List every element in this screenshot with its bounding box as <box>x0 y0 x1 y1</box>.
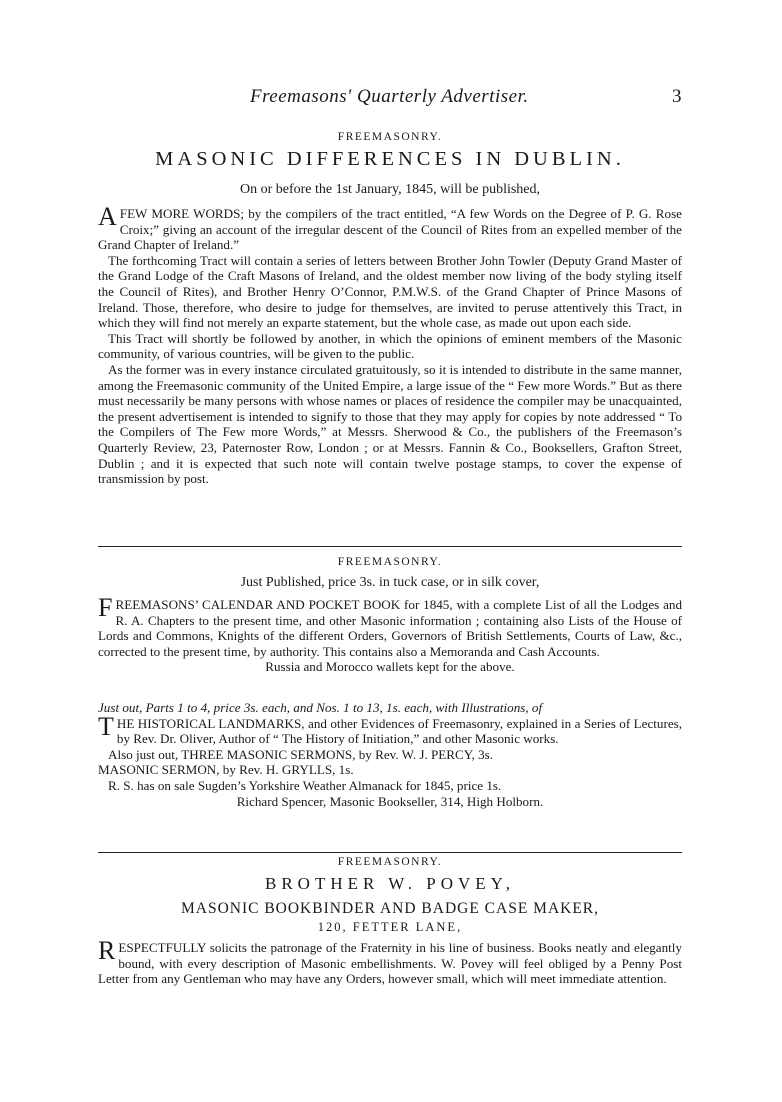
section2-body <box>98 593 682 675</box>
section1-paragraph-3: This Tract will shortly be followed by another, in which the opinions of eminent members of the Masonic community, of various countries, will be given to the public. <box>98 330 682 362</box>
section2-paragraph-5: R. S. has on sale Sugden’s Yorkshire Weather Almanack for 1845, price 1s. <box>108 777 502 793</box>
section1-paragraph-2: The forthcoming Tract will contain a series of letters between Brother John Towler (Deputy Grand Master of the Grand Lodge of the Craft Masons of Ireland, and the oldest member now living of the body styling itself the Council of Rites), and Brother Henry O’Connor, P.M.W.S. of the Grand Chapter of Prince Masons of Ireland. Those, therefore, who desire to judge for themselves, are invited to peruse attentively this Tract, in which they will find not merely an exparte statement, but the whole case, as made out upon each side. <box>98 252 682 331</box>
section3-address: 120, FETTER LANE, <box>317 920 463 934</box>
section1-paragraph-4: As the former was in every instance circulated gratuitously, so it is intended to distribute in the same manner, among the Freemasonic community of the United Empire, a large issue of the “ Few more Words.” But as there must necessarily be many persons with whose names or places of residence the compiler may be unacquainted, the present advertisement is intended to signify to those that they may apply for copies by note addressed “ To the Compilers of The Few more Words,” at Messrs. Sherwood & Co., the publishers of the Freemason’s Quarterly Review, 23, Paternoster Row, London ; or at Messrs. Fannin & Co., Booksellers, Grafton Street, Dublin ; and it is expected that such note will contain twelve postage stamps, to cover the expense of transmission by post. <box>98 361 682 487</box>
page-number: 3 <box>672 86 682 107</box>
section2-landmarks <box>98 700 682 809</box>
section3-kicker: FREEMASONRY. <box>337 856 443 868</box>
running-title: Freemasons' Quarterly Advertiser. <box>250 86 529 107</box>
section1-body <box>98 202 682 487</box>
section3-body <box>98 936 682 987</box>
section3-name: BROTHER W. POVEY, <box>265 874 515 893</box>
section2-paragraph-3: Also just out, THREE MASONIC SERMONS, by Rev. W. J. PERCY, 3s. <box>108 746 493 762</box>
section1-headline: MASONIC DIFFERENCES IN DUBLIN. <box>155 148 625 170</box>
section2-announce: Just Published, price 3s. in tuck case, or in silk cover, <box>240 575 540 590</box>
section1-announce: On or before the 1st January, 1845, will be published, <box>239 182 541 197</box>
section2-paragraph-2a: Just out, Parts 1 to 4, price 3s. each, and Nos. 1 to 13, 1s. each, with Illustrations, of <box>98 700 543 715</box>
section2-paragraph-1: FREEMASONS’ CALENDAR AND POCKET BOOK for 1845, with a complete List of all the Lodges and R. A. Chapters to the present time, and other Masonic information ; containing also Lists of the House of Lords and Commons, Knights of the different Orders, Governors of British Settlements, Courts of Law, &c., corrected to the present time, by authority. This contains also a Memoranda and Cash Accounts. <box>98 593 682 659</box>
section2-kicker: FREEMASONRY. <box>337 556 443 568</box>
running-header <box>0 86 782 110</box>
section3-trade: MASONIC BOOKBINDER AND BADGE CASE MAKER, <box>180 900 600 917</box>
section1-kicker: FREEMASONRY. <box>337 131 443 143</box>
section2-paragraph-1b: Russia and Morocco wallets kept for the above. <box>265 659 515 675</box>
section-divider-1 <box>98 546 682 547</box>
section2-paragraph-4: MASONIC SERMON, by Rev. H. GRYLLS, 1s. <box>98 762 354 778</box>
section1-paragraph-1: AFEW MORE WORDS; by the compilers of the tract entitled, “A few Words on the Degree of P. G. Rose Croix;” giving an account of the irregular descent of the Council of Rites from an expelled member of the Grand Chapter of Ireland.” <box>98 202 682 253</box>
section-divider-2 <box>98 852 682 853</box>
section2-paragraph-2: THE HISTORICAL LANDMARKS, and other Evidences of Freemasonry, explained in a Series of Lectures, by Rev. Dr. Oliver, Author of “ The History of Initiation,” and other Masonic works. <box>98 711 682 747</box>
section3-paragraph-1: RESPECTFULLY solicits the patronage of the Fraternity in his line of business. Books neatly and elegantly bound, with every description of Masonic embellishments. W. Povey will feel obliged by a Penny Post Letter from any Gentleman who may have any Orders, however small, which will meet immediate attention. <box>98 936 682 987</box>
section2-paragraph-6: Richard Spencer, Masonic Bookseller, 314, High Holborn. <box>236 793 544 809</box>
